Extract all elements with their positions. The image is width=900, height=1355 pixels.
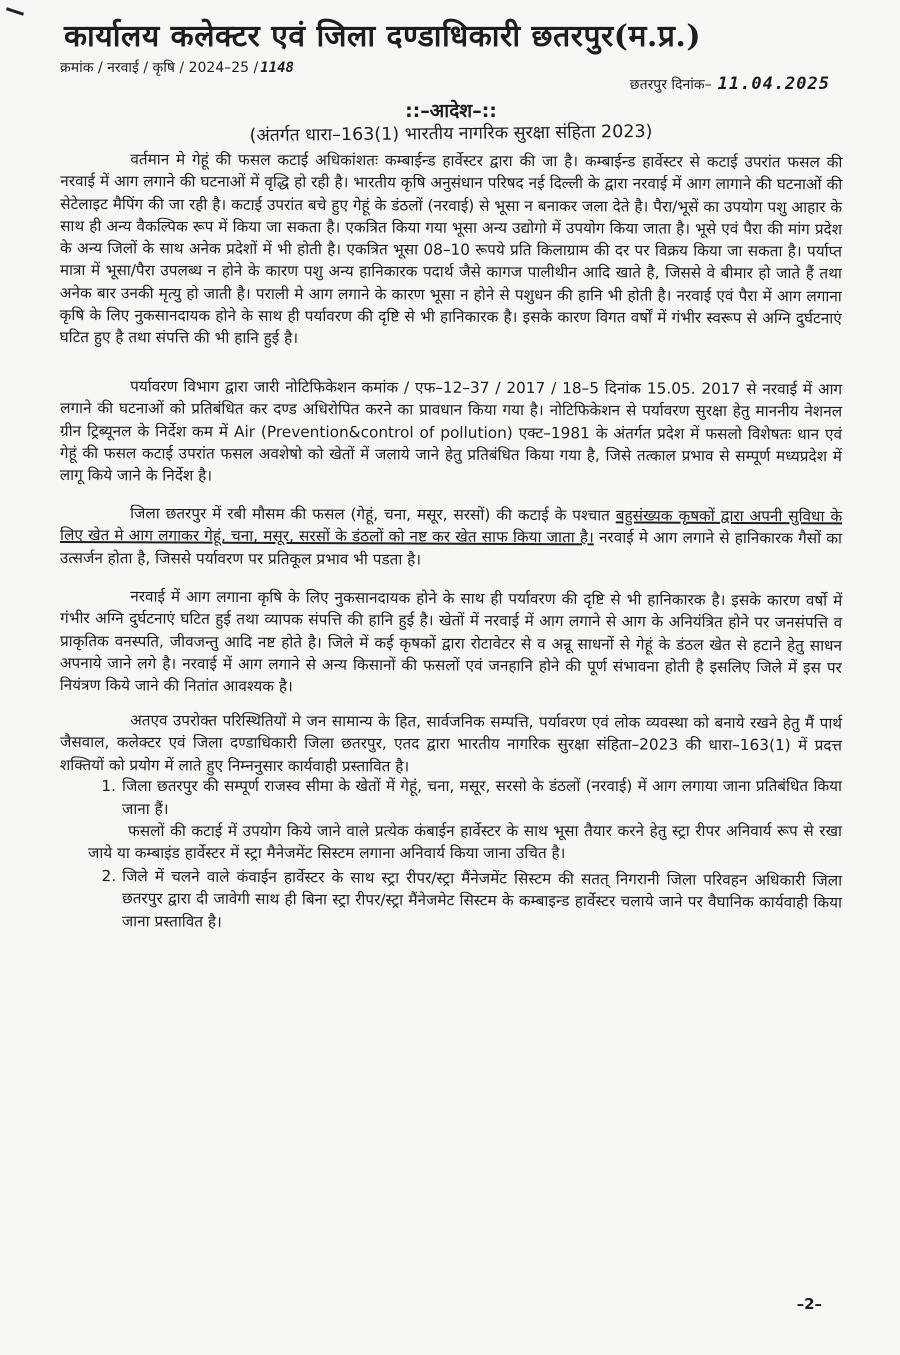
list-text: जिला छतरपुर की सम्पूर्ण राजस्व सीमा के खेतों में गेहूं, चना, मसूर, सरसो के डंठलों (नरवाई) में आग लगाया जाना प्रतिबंधित किया जाना हैं। [122, 777, 842, 818]
paragraph-notification: पर्यावरण विभाग द्वारा जारी नोटिफिकेशन कमांक / एफ–12–37 / 2017 / 18–5 दिनांक 15.05. 2017 से नरवाई में आग लगाने की घटनाओं को प्रतिबंधित कर दण्ड अधिरोपित करने का प्रावधान किया गया है। नोटिफिकेशन से पर्यावरण सुरक्षा हेतु माननीय नेशनल ग्रीन ट्रिब्यूनल के निर्देश कम में Air (Prevention&control of pollution) एक्ट–1981 के अंतर्गत प्रदेश में फसलो विशेषतः धान एवं गेहूं की फसल कटाई उपरांत फसल अवशेषो को खेतों में जलाये जाने हेतु प्रतिबंधित किया गया है, जिसे तत्काल प्रभाव से सम्पूर्ण मध्यप्रदेश में लागू किये जाने के निर्देश है। [59, 376, 843, 485]
page-number: –2– [796, 1295, 822, 1313]
issue-date [630, 74, 830, 94]
list-number: 2. [101, 866, 117, 885]
date-handwritten-value: 11.04.2025 [717, 74, 830, 94]
list-number: 1. [101, 777, 116, 796]
list-item [88, 775, 842, 820]
spacer [60, 349, 842, 375]
underlined-text: बहुसंख्यक कृषकों द्वारा अपनी सुविधा के लिए खेत मे आग लगाकर गेहूं, चना, मसूर, सरसों के डंठलों को नष्ट कर खेत साफ किया जाता है। [59, 506, 843, 547]
office-title: कार्यालय कलेक्टर एवं जिला दण्डाधिकारी छतरपुर(म.प्र.) [64, 19, 702, 54]
reference-prefix: क्रमांक / नरवाई / कृषि / 2024–25 / [60, 60, 259, 76]
order-subtitle: (अंतर्गत धारा–163(1) भारतीय नागरिक सुरक्षा संहिता 2023) [249, 121, 653, 147]
date-label: छतरपुर दिनांक– [629, 77, 712, 93]
list-text: जिले में चलने वाले कंवाईन हार्वेस्टर के साथ स्ट्रा रीपर/स्ट्रा मैंनेजमेंट सिस्टम की सतत् निगरानी जिला परिवहन अधिकारी जिला छतरपुर द्वारा दी जावेगी साथ ही बिना स्ट्रा रीपर/स्ट्रा मैंनेजमेट सिस्टम के कम्बाइन्ड हार्वेस्टर चलाये जाने पर वैघानिक कार्यवाही किया जाना प्रस्तावित है। [121, 866, 843, 931]
paragraph-order-basis: अतएव उपरोक्त परिस्थितियों मे जन सामान्य के हित, सार्वजनिक सम्पत्ति, पर्यावरण एवं लोक व्यवस्था को बनाये रखने हेतु मैं पार्थ जैसवाल, कलेक्टर एवं जिला दण्डाधिकारी जिला छतरपुर, एतद द्वारा भारतीय नागरिक सुरक्षा संहिता–2023 की धारा–163(1) में प्रदत्त शक्तियों को प्रयोग में लाते हुए निम्ननुसार कार्यवाही प्रस्तावित है। [59, 710, 843, 775]
order-list [60, 775, 842, 931]
paragraph-text: जिला छतरपुर में रबी मौसम की फसल (गेहूं, चना, मसूर, सरसों) की कटाई के पश्चात [130, 504, 610, 525]
paragraph-harm: नरवाई में आग लगाना कृषि के लिए नुकसानदायक होने के साथ ही पर्यावरण की दृष्टि से भी हानिकारक है। इसके कारण वर्षो में गंभीर अग्नि दुर्घटनाएं घटित हुई तथा व्यापक संपत्ति की हानि हुई है। खेतों में नरवाई में आग लगाने से आग के अनियंत्रित होने पर जनसंपत्ति व प्राकृतिक वनस्पति, जीवजन्तु आदि नष्ट होते है। जिले में कई कृषकों द्वारा रोटावेटर से व अन्रू साधनों से गेहूं के डंठल खेत से हटाने हेतु साधन अपनाये जाने लगे है। नरवाई में आग लगाने से अन्य किसानों की फसलों एवं जनहानि होने की पूर्ण संभावना होती है इसलिए जिले में इस पर नियंत्रण किये जाने की नितांत आवश्यक है। [59, 587, 843, 696]
paragraph-background: वर्तमान मे गेहूं की फसल कटाई अधिकांशतः कम्बाईन्ड हार्वेस्टर द्वारा की जा है। कम्बाईन्ड हार्वेस्टर से कटाई उपरांत फसल की नरवाई में आग लगाने की घटनाओं में वृद्धि हो रही है। भारतीय कृषि अनुसंधान परिषद नई दिल्ली के द्वारा नरवाई में आग लागाने की घटनाओं की सेटेलाइट मैपिंग की जा रही है। कटाई उपरांत बचे हुए गेहूं के डंठलों (नरवाई) से भूसा न बनाकर जला देते है। पैरा/भूसें का उपयोग पशु आहार के साथ ही अन्य वैकल्पिक रूप में किया जा सकता है। एकत्रित किया गया भूसा अन्य उद्योगो में उपयोग किया जाता है। भूसे एवं पैरा की मांग प्रदेश के अन्य जिलों के साथ अनेक प्रदेशों में भी होती है। एकत्रित भूसा 08–10 रूपये प्रति किलाग्राम की दर पर विक्रय किया जा सकता है। पर्याप्त मात्रा में भूसा/पैरा उपलब्ध न होने के कारण पशु अन्य हानिकारक पदार्थ जैसे कागज पालीथीन आदि खाते है, जिससे वे बीमार हो जाते हैं तथा अनेक बार उनकी मृत्यु हो जाती है। पराली मे आग लगाने के कारण भूसा न होने से पशुधन की हानि भी होती है। नरवाई एवं पैरा में आग लगाना कृषि के लिए नुकसानदायक होने के साथ ही पर्यावरण की दृष्टि से भी हानिकारक है। इसके कारण विगत वर्षों में गंभीर स्वरूप से अग्नि दुर्घटनाएं घटित हुए है तथा संपत्ति की भी हानि हुई है। [59, 150, 843, 348]
paragraph-district-situation [60, 502, 842, 572]
corner-mark [6, 7, 24, 15]
list-item [88, 865, 842, 936]
reference-row [60, 56, 842, 100]
reference-number [60, 58, 294, 77]
order-title: ::–आदेश–:: [405, 100, 497, 122]
list-continuation: फसलों की कटाई में उपयोग किये जाने वाले प्रत्येक कंबाईन हार्वेस्टर के साथ भूसा तैयार करने हेतु स्ट्रा रीपर अनिवार्य रूप से रखा जाये या कम्बाइंड हार्वेस्टर में स्ट्रा मैनेजमेंट सिस्टम लगाना अनिवार्य किया जाना उचित है। [88, 822, 842, 863]
reference-handwritten-number: 1148 [260, 60, 294, 76]
paragraph-text: नरवाई मे आग लगाने से हानिकारक गैसों का उत्सर्जन होता है, जिससे पर्यावरण पर प्रतिकूल प्रभाव भी पडता है। [59, 528, 843, 569]
